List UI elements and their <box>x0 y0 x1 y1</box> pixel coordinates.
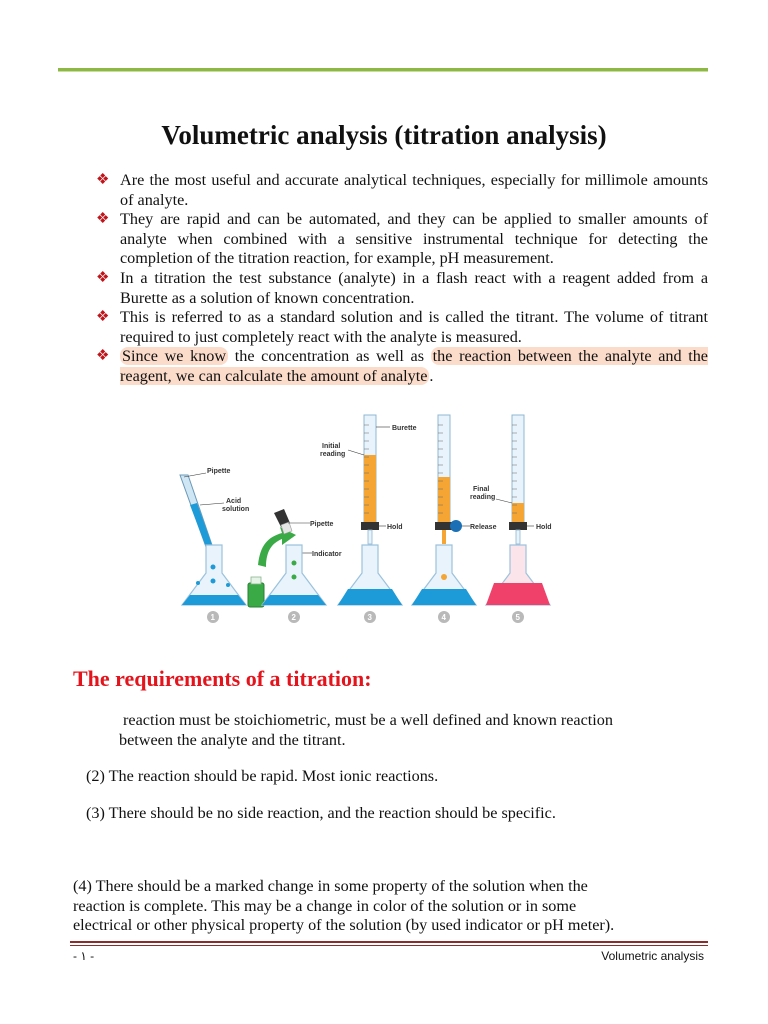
indicator-bottle-icon <box>248 583 264 607</box>
bullet-text: In a titration the test substance (analyte) in a flash react with a reagent added from a Burette as a solution of known concentration. <box>120 268 708 307</box>
bullet-item <box>96 210 708 269</box>
bullet-item <box>96 308 708 347</box>
stopcock-1-icon <box>361 522 379 530</box>
top-rule-shadow <box>58 71 708 72</box>
label-final-reading: reading <box>470 494 496 501</box>
step-5-number: 5 <box>515 613 520 622</box>
label-initial: Initial <box>322 443 341 450</box>
requirement-4-line-3: electrical or other physical property of the solution (by used indicator or pH meter). <box>73 916 615 934</box>
requirements-heading: The requirements of a titration: <box>73 666 372 691</box>
step-2-number: 2 <box>291 613 296 622</box>
label-hold-1: Hold <box>387 524 403 531</box>
label-pipette-2: Pipette <box>310 521 334 528</box>
step-3-number: 3 <box>367 613 372 622</box>
label-final: Final <box>473 486 490 493</box>
release-knob-icon <box>450 520 462 532</box>
step-4-group <box>412 415 497 623</box>
step-1-number: 1 <box>210 613 215 622</box>
page-number: - ١ - <box>73 949 95 963</box>
footer-title: Volumetric analysis <box>601 949 704 963</box>
bullet-text: They are rapid and can be automated, and they can be applied to smaller amounts of analyte when combined with a sensitive instrumental technique for detecting the completion of the titration reaction, for example, pH measurement. <box>120 210 708 268</box>
requirement-2: (2) The reaction should be rapid. Most ionic reactions. <box>86 767 439 785</box>
step-3-group <box>320 415 417 623</box>
step-1-group <box>180 468 249 623</box>
bullet-text: Are the most useful and accurate analytical techniques, especially for millimole amounts of analyte. <box>120 171 708 209</box>
requirement-3: (3) There should be no side reaction, and the reaction should be specific. <box>86 804 556 822</box>
bullet-text: This is referred to as a standard solution and is called the titrant. The volume of titrant required to just completely react with the analyte is measured. <box>120 308 708 346</box>
page-title: Volumetric analysis (titration analysis) <box>161 120 607 150</box>
label-initial-reading: reading <box>320 451 346 458</box>
diamond-bullet-icon: ❖ <box>96 211 110 228</box>
label-release: Release <box>470 524 497 531</box>
diamond-bullet-icon: ❖ <box>96 172 110 188</box>
requirement-4-line-2: reaction is complete. This may be a change in color of the solution or in some <box>73 897 577 915</box>
bullet-item <box>96 269 708 308</box>
requirement-4-line-1: (4) There should be a marked change in some property of the solution when the <box>73 877 588 895</box>
bullet-item <box>96 347 708 386</box>
highlighted-text: Since we know <box>122 347 227 366</box>
label-burette: Burette <box>392 425 417 432</box>
stopcock-3-icon <box>509 522 527 530</box>
highlighted-text: the reaction between the analyte and the reagent, we can calculate the amount of analyte <box>120 347 708 385</box>
label-acid: Acid <box>226 498 242 505</box>
step-5-group <box>470 415 552 623</box>
bullet-item <box>96 171 708 210</box>
diamond-bullet-icon: ❖ <box>96 309 110 326</box>
footer-rule-thin <box>70 945 708 946</box>
step-2-group <box>248 509 342 623</box>
diamond-bullet-icon: ❖ <box>96 269 110 286</box>
bullet-list <box>96 171 708 387</box>
requirement-1-line-1: reaction must be stoichiometric, must be a well defined and known reaction <box>123 711 613 729</box>
footer-rule <box>70 941 708 943</box>
bullet-text: the concentration as well as <box>228 347 431 366</box>
label-indicator: Indicator <box>312 551 342 558</box>
bullet-text: . <box>429 366 434 385</box>
step-4-number: 4 <box>441 613 446 622</box>
diamond-bullet-icon: ❖ <box>96 348 110 365</box>
label-pipette: Pipette <box>207 468 231 475</box>
requirement-1-line-2: between the analyte and the titrant. <box>119 731 346 749</box>
label-solution: solution <box>222 506 250 513</box>
titration-diagram <box>150 405 590 630</box>
label-hold-2: Hold <box>536 524 552 531</box>
